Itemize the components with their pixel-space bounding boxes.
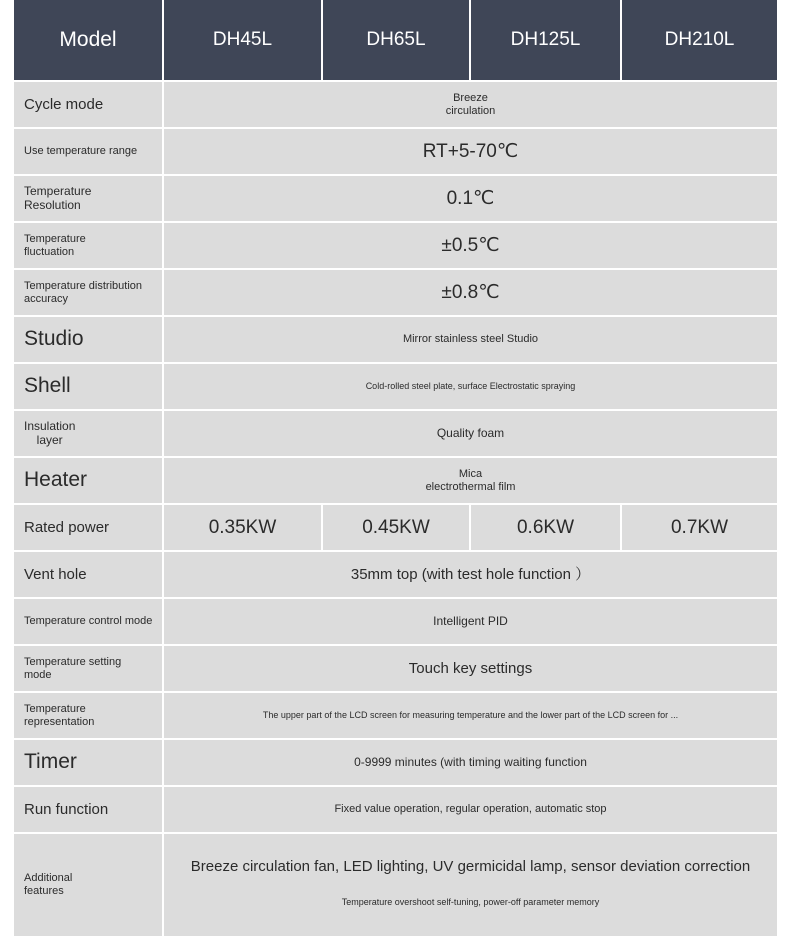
header-model-dh65l: DH65L: [323, 0, 469, 80]
rated-power-dh210l: 0.7KW: [622, 505, 777, 550]
rated-power-dh65l: 0.45KW: [323, 505, 469, 550]
row-label-studio: Studio: [14, 317, 162, 362]
row-value-additional-features: [164, 834, 777, 936]
row-label-temperature-fluctuation: Temperature fluctuation: [14, 223, 162, 268]
row-value-use-temperature-range: RT+5-70℃: [164, 129, 777, 174]
row-value-temperature-control-mode: Intelligent PID: [164, 599, 777, 644]
row-value-timer: 0-9999 minutes (with timing waiting function: [164, 740, 777, 785]
header-model-label: Model: [14, 0, 162, 80]
row-label-temperature-representation: Temperature representation: [14, 693, 162, 738]
row-value-vent-hole: 35mm top (with test hole function ）: [164, 552, 777, 597]
row-label-cycle-mode: Cycle mode: [14, 82, 162, 127]
row-label-temperature-resolution: Temperature Resolution: [14, 176, 162, 221]
row-label-temperature-setting-mode: Temperature setting mode: [14, 646, 162, 691]
row-value-studio: Mirror stainless steel Studio: [164, 317, 777, 362]
additional-features-line-1: Breeze circulation fan, LED lighting, UV germicidal lamp, sensor deviation correction: [190, 858, 751, 875]
row-value-cycle-mode: Breeze circulation: [164, 82, 777, 127]
rated-power-dh125l: 0.6KW: [471, 505, 620, 550]
row-label-temperature-control-mode: Temperature control mode: [14, 599, 162, 644]
rated-power-dh45l: 0.35KW: [164, 505, 321, 550]
row-label-insulation-layer: Insulation layer: [14, 411, 162, 456]
additional-features-line-2: Temperature overshoot self-tuning, power-off parameter memory: [341, 897, 600, 908]
row-value-insulation-layer: Quality foam: [164, 411, 777, 456]
row-value-temperature-fluctuation: ±0.5℃: [164, 223, 777, 268]
row-value-temperature-resolution: 0.1℃: [164, 176, 777, 221]
row-label-temperature-distribution-accuracy: Temperature distribution accuracy: [14, 270, 162, 315]
header-model-dh45l: DH45L: [164, 0, 321, 80]
row-value-shell: Cold-rolled steel plate, surface Electrostatic spraying: [164, 364, 777, 409]
row-value-temperature-distribution-accuracy: ±0.8℃: [164, 270, 777, 315]
header-model-dh125l: DH125L: [471, 0, 620, 80]
row-label-rated-power: Rated power: [14, 505, 162, 550]
header-model-dh210l: DH210L: [622, 0, 777, 80]
row-label-timer: Timer: [14, 740, 162, 785]
row-label-run-function: Run function: [14, 787, 162, 832]
row-label-shell: Shell: [14, 364, 162, 409]
row-label-heater: Heater: [14, 458, 162, 503]
row-label-use-temperature-range: Use temperature range: [14, 129, 162, 174]
row-label-additional-features: Additional features: [14, 834, 162, 936]
row-value-temperature-representation: The upper part of the LCD screen for measuring temperature and the lower part of the LCD screen for ...: [164, 693, 777, 738]
row-value-heater: Mica electrothermal film: [164, 458, 777, 503]
row-label-vent-hole: Vent hole: [14, 552, 162, 597]
row-value-run-function: Fixed value operation, regular operation, automatic stop: [164, 787, 777, 832]
row-value-temperature-setting-mode: Touch key settings: [164, 646, 777, 691]
